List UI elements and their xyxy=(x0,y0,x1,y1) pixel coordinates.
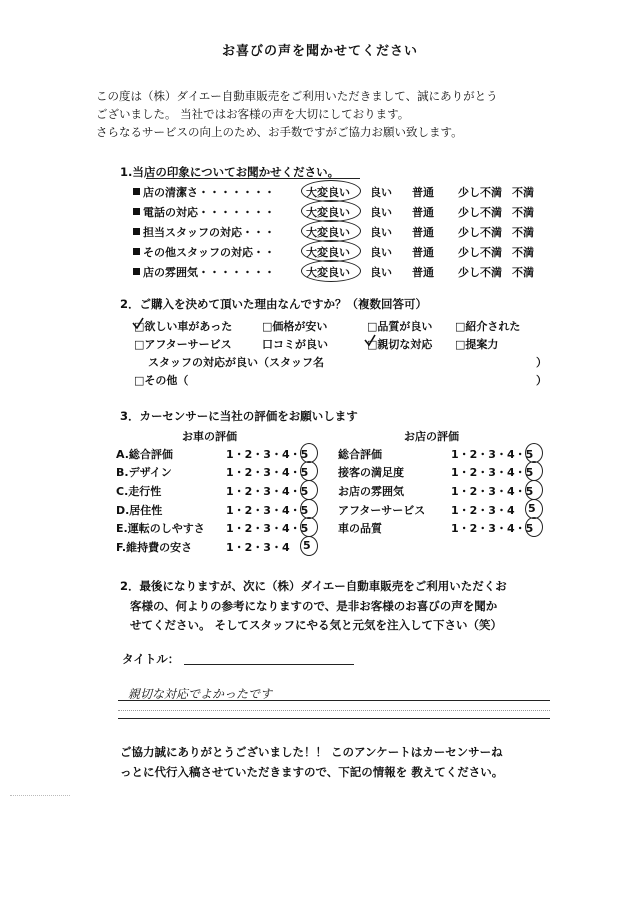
q3-shop-scale[interactable]: 1・2・3・4・5 xyxy=(451,522,534,535)
q1-option[interactable]: 良い xyxy=(370,186,392,199)
q3-shop-scale[interactable]: 1・2・3・4・5 xyxy=(451,448,534,461)
q1-option[interactable]: 普通 xyxy=(412,266,434,279)
q3-shop-scale[interactable]: 1・2・3・4・5 xyxy=(451,466,534,479)
q1-option[interactable]: 大変良い xyxy=(306,226,350,239)
q3-car-label: F.維持費の安さ xyxy=(116,541,193,554)
q1-option[interactable]: 不満 xyxy=(512,246,534,259)
footer-line-2: っとに代行入稿させていただきますので、下記の情報を 教えてください。 xyxy=(120,765,504,779)
q3-shop-scale[interactable]: 1・2・3・4 xyxy=(451,504,515,517)
form-title: お喜びの声を聞かせてください xyxy=(221,44,418,59)
q1-option[interactable]: 大変良い xyxy=(306,206,350,219)
q3-shop-label: アフターサービス xyxy=(338,504,426,517)
q2-option[interactable]: □提案力 xyxy=(455,338,499,351)
selected-mark-circle xyxy=(300,517,318,537)
selected-mark-circle xyxy=(300,461,318,481)
title-field-line[interactable] xyxy=(184,664,354,665)
q3-heading: 3．カーセンサーに当社の評価をお願いします xyxy=(120,409,358,423)
q3-car-label: B.デザイン xyxy=(116,466,172,479)
q1-option[interactable]: 不満 xyxy=(512,186,534,199)
bullet-square-icon xyxy=(133,208,140,215)
bullet-square-icon xyxy=(133,228,140,235)
q2-option[interactable]: □欲しい車があった xyxy=(134,320,233,333)
q1-option[interactable]: 少し不満 xyxy=(458,186,502,199)
q1-option[interactable]: 少し不満 xyxy=(458,246,502,259)
comment-line[interactable] xyxy=(118,718,550,719)
footer-line-1: ご協力誠にありがとうございました！！ このアンケートはカーセンサーね xyxy=(120,745,503,759)
q2-option[interactable]: □価格が安い xyxy=(262,320,328,333)
selected-mark-circle xyxy=(525,499,543,519)
selected-mark-circle xyxy=(525,517,543,537)
q3-car-scale[interactable]: 1・2・3・4・5 xyxy=(226,485,309,498)
selected-mark-circle xyxy=(300,536,318,556)
selected-mark-circle xyxy=(301,220,361,242)
bullet-square-icon xyxy=(133,248,140,255)
q3-car-scale[interactable]: 1・2・3・4 xyxy=(226,541,290,554)
q3-car-label: E.運転のしやすさ xyxy=(116,522,205,535)
q1-option[interactable]: 普通 xyxy=(412,246,434,259)
q3-car-scale[interactable]: 1・2・3・4・5 xyxy=(226,504,309,517)
q3-car-label: D.居住性 xyxy=(116,504,163,517)
q3-car-scale[interactable]: 1・2・3・4・5 xyxy=(226,522,309,535)
q1-row-label: 担当スタッフの対応・・・ xyxy=(133,224,275,240)
selected-mark-circle xyxy=(301,260,361,282)
q1-option[interactable]: 大変良い xyxy=(306,186,350,199)
bullet-square-icon xyxy=(133,188,140,195)
intro-line-1: この度は（株）ダイエー自動車販売をご利用いただきまして、誠にありがとう xyxy=(96,89,498,103)
selected-mark-circle xyxy=(300,480,318,500)
q1-option[interactable]: 不満 xyxy=(512,206,534,219)
q1-heading: 1.当店の印象についてお聞かせください。 xyxy=(120,165,340,179)
q1-row-label: 店の清潔さ・・・・・・・ xyxy=(133,184,275,200)
q1-option[interactable]: 普通 xyxy=(412,186,434,199)
closing-line-3: せてください。 そしてスタッフにやる気と元気を注入して下さい（笑） xyxy=(130,618,502,632)
q1-option[interactable]: 少し不満 xyxy=(458,226,502,239)
q3-car-label: A.総合評価 xyxy=(116,448,173,461)
intro-line-3: さらなるサービスの向上のため、お手数ですがご協力お願い致します。 xyxy=(96,125,463,139)
q2-option[interactable]: □親切な対応 xyxy=(367,338,433,351)
selected-mark-circle xyxy=(300,443,318,463)
q3-car-label: C.走行性 xyxy=(116,485,162,498)
q2-other-close: ） xyxy=(536,374,547,387)
q3-shop-label: お店の雰囲気 xyxy=(338,485,404,498)
title-field-label: タイトル： xyxy=(122,652,180,666)
q3-shop-label: 車の品質 xyxy=(338,522,382,535)
selected-mark-circle xyxy=(300,499,318,519)
bullet-square-icon xyxy=(133,268,140,275)
intro-line-2: ございました。 当社ではお客様の声を大切にしております。 xyxy=(96,107,410,121)
q2-heading: 2．ご購入を決めて頂いた理由なんですか？（複数回答可） xyxy=(120,297,427,311)
q1-option[interactable]: 良い xyxy=(370,246,392,259)
q1-option[interactable]: 少し不満 xyxy=(458,266,502,279)
q1-row-label: 電話の対応・・・・・・・ xyxy=(133,204,275,220)
q2-staff-close: ） xyxy=(536,356,547,369)
q1-row-label: 店の雰囲気・・・・・・・ xyxy=(133,264,275,280)
q3-car-selected-value: 5 xyxy=(303,539,311,552)
q1-option[interactable]: 不満 xyxy=(512,226,534,239)
selected-mark-circle xyxy=(525,461,543,481)
closing-line-1: 2．最後になりますが、次に（株）ダイエー自動車販売をご利用いただくお xyxy=(120,579,507,593)
q1-row-label: その他スタッフの対応・・ xyxy=(133,244,275,260)
q1-option[interactable]: 良い xyxy=(370,226,392,239)
q2-staff-option[interactable]: スタッフの対応が良い（スタッフ名 xyxy=(148,356,324,369)
handwritten-comment[interactable]: 親切な対応でよかったです xyxy=(128,687,273,701)
q3-car-scale[interactable]: 1・2・3・4・5 xyxy=(226,448,309,461)
q3-car-header: お車の評価 xyxy=(182,430,237,443)
q1-heading-underline xyxy=(146,178,360,179)
q2-option[interactable]: □品質が良い xyxy=(367,320,433,333)
q1-option[interactable]: 少し不満 xyxy=(458,206,502,219)
q3-shop-label: 接客の満足度 xyxy=(338,466,404,479)
comment-guide-dotted xyxy=(118,710,550,711)
q1-option[interactable]: 良い xyxy=(370,206,392,219)
q3-shop-label: 総合評価 xyxy=(338,448,382,461)
q1-option[interactable]: 不満 xyxy=(512,266,534,279)
q2-option[interactable]: □アフターサービス xyxy=(134,338,232,351)
scan-speck xyxy=(10,795,70,796)
q3-car-scale[interactable]: 1・2・3・4・5 xyxy=(226,466,309,479)
selected-mark-circle xyxy=(525,443,543,463)
comment-line[interactable] xyxy=(118,700,550,701)
q1-option[interactable]: 良い xyxy=(370,266,392,279)
q1-option[interactable]: 普通 xyxy=(412,206,434,219)
q1-option[interactable]: 大変良い xyxy=(306,246,350,259)
selected-mark-circle xyxy=(525,480,543,500)
checkmark-icon xyxy=(363,333,377,347)
q2-option[interactable]: □紹介された xyxy=(455,320,521,333)
q1-option[interactable]: 大変良い xyxy=(306,266,350,279)
closing-line-2: 客様の、何よりの参考になりますので、是非お客様のお喜びの声を聞か xyxy=(130,599,498,613)
q3-shop-header: お店の評価 xyxy=(404,430,459,443)
selected-mark-circle xyxy=(301,200,361,222)
selected-mark-circle xyxy=(301,180,361,202)
q3-shop-scale[interactable]: 1・2・3・4・5 xyxy=(451,485,534,498)
q3-shop-selected-value: 5 xyxy=(528,502,536,515)
selected-mark-circle xyxy=(301,240,361,262)
q1-option[interactable]: 普通 xyxy=(412,226,434,239)
checkmark-icon xyxy=(131,316,145,330)
q2-option[interactable]: 口コミが良い xyxy=(262,338,328,351)
q2-other-option[interactable]: □その他（ xyxy=(134,374,189,387)
